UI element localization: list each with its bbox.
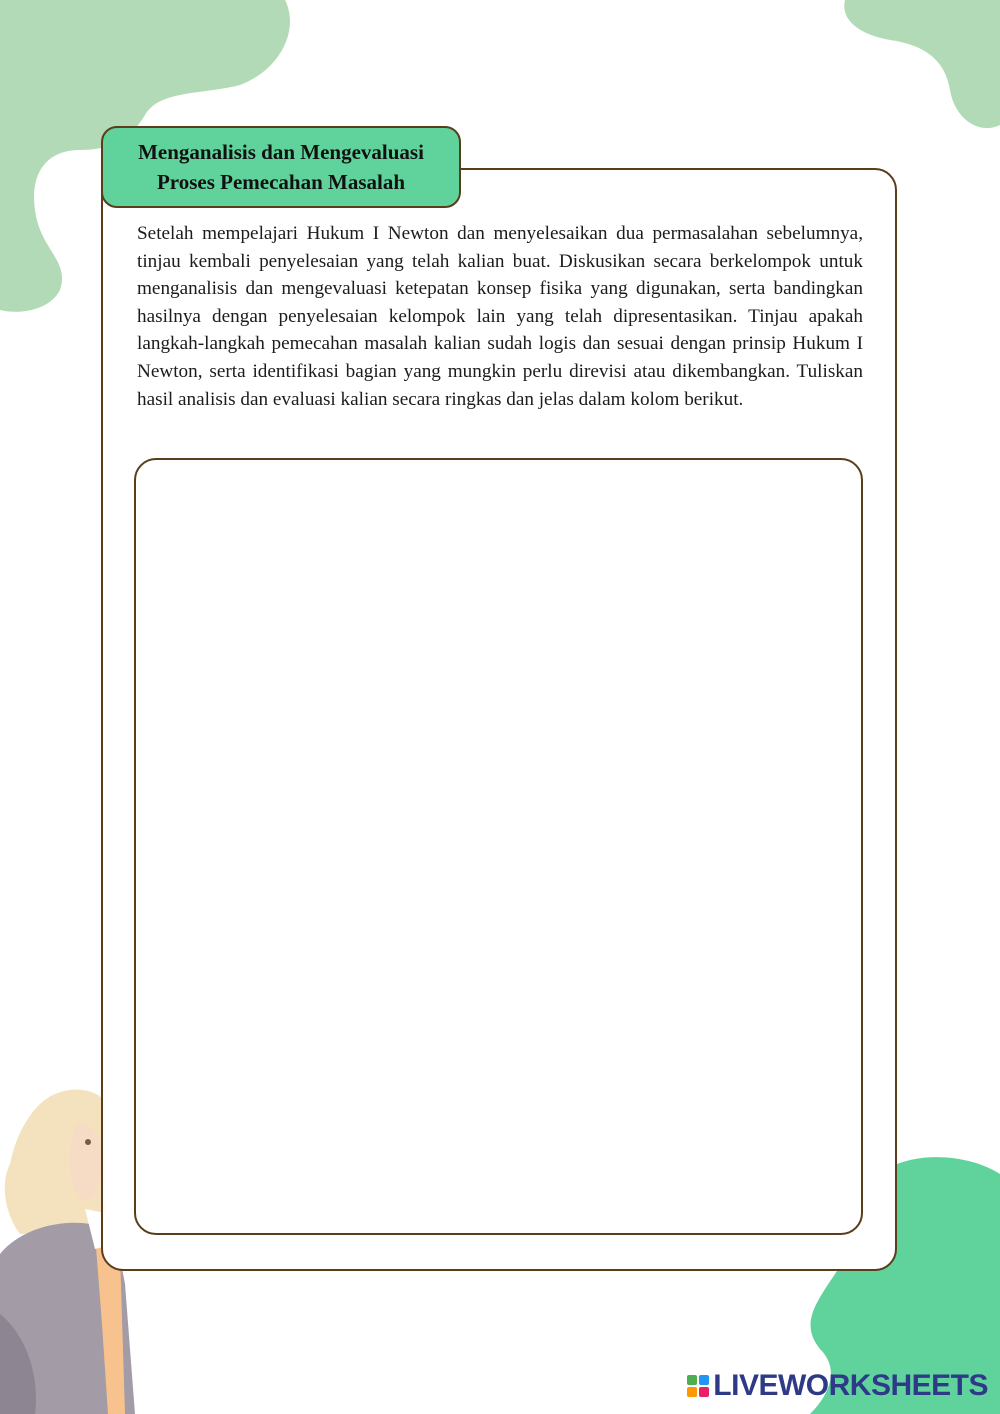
liveworksheets-brand [687,1368,988,1404]
section-title-line-2: Proses Pemecahan Masalah [156,170,406,194]
answer-box [134,458,863,1235]
liveworksheets-logo-icon [687,1375,709,1397]
liveworksheets-wordmark: LIVEWORKSHEETS [713,1369,988,1402]
section-title-tab [101,126,461,208]
decorative-blob-top-right [830,0,1000,140]
answer-textarea[interactable] [136,460,861,1233]
section-title-line-1: Menganalisis dan Mengevaluasi [138,140,424,164]
instructions-paragraph: Setelah mempelajari Hukum I Newton dan menyelesaikan dua permasalahan sebelumnya, tinjau kembali penyelesaian yang telah kalian buat. Diskusikan secara berkelompok untuk menganalisis dan mengevaluasi ketepatan konsep fisika yang digunakan, serta bandingkan hasilnya dengan penyelesaian kelompok lain yang telah dipresentasikan. Tinjau apakah langkah-langkah pemecahan masalah kalian sudah logis dan sesuai dengan prinsip Hukum I Newton, serta identifikasi bagian yang mungkin perlu direvisi atau dikembangkan. Tuliskan hasil analisis dan evaluasi kalian secara ringkas dan jelas dalam kolom berikut. [137,223,863,410]
